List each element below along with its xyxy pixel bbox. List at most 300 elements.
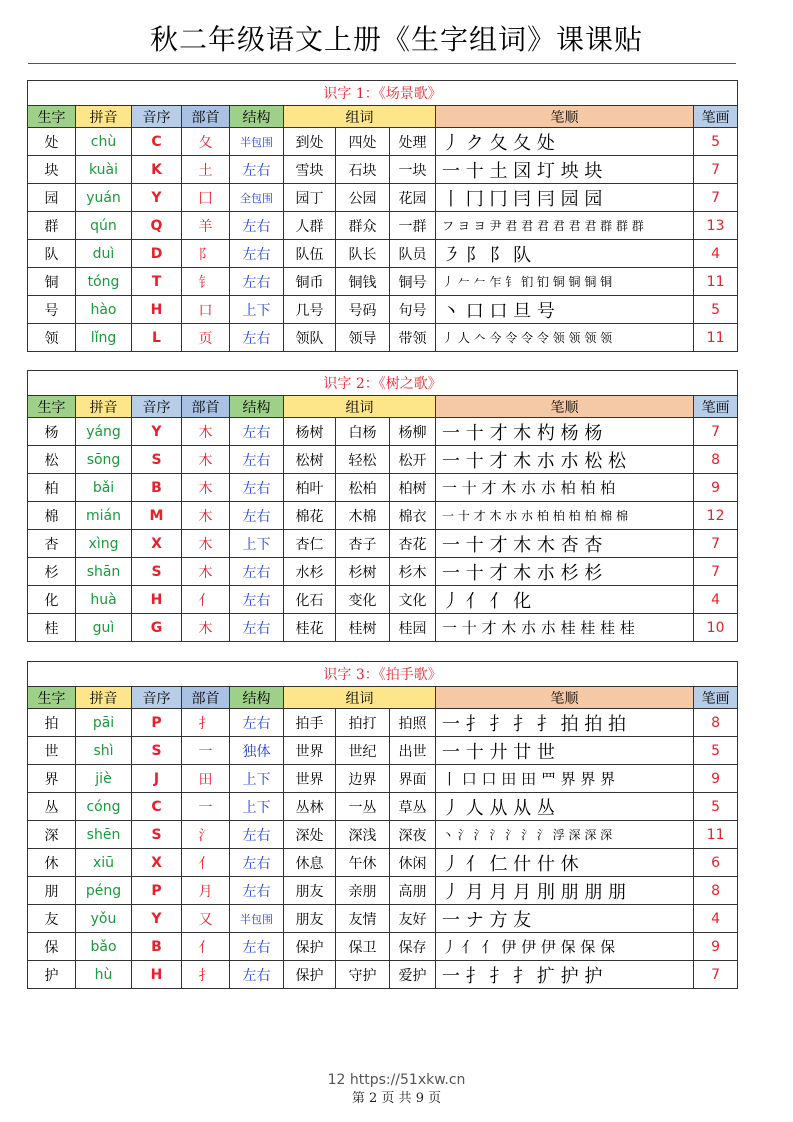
- stroke-count: 9: [694, 765, 738, 793]
- radical: 木: [182, 502, 230, 530]
- radical: 木: [182, 418, 230, 446]
- phonetic-order: H: [132, 961, 182, 989]
- character: 友: [28, 905, 76, 933]
- character: 杏: [28, 530, 76, 558]
- structure: 上下: [230, 793, 284, 821]
- stroke-count: 11: [694, 324, 738, 352]
- pinyin: yáng: [76, 418, 132, 446]
- phonetic-order: M: [132, 502, 182, 530]
- character: 领: [28, 324, 76, 352]
- stroke-count: 7: [694, 156, 738, 184]
- stroke-order: 丿 人 从 从 丛: [436, 793, 694, 821]
- header-pinyin: 拼音: [76, 106, 132, 128]
- table-row: [28, 558, 738, 586]
- structure: 左右: [230, 502, 284, 530]
- word-2: 轻松: [336, 446, 390, 474]
- stroke-order: 一 十 才 木 朩 朩 柏 柏 柏 柏 棉 棉: [436, 502, 694, 530]
- character-table: [27, 661, 738, 989]
- radical: 田: [182, 765, 230, 793]
- phonetic-order: K: [132, 156, 182, 184]
- stroke-count: 12: [694, 502, 738, 530]
- word-3: 花园: [390, 184, 436, 212]
- word-1: 队伍: [284, 240, 336, 268]
- word-3: 杨柳: [390, 418, 436, 446]
- stroke-order: 丿 亻 亻 化: [436, 586, 694, 614]
- word-3: 休闲: [390, 849, 436, 877]
- character-table: [27, 80, 738, 352]
- table-row: [28, 446, 738, 474]
- phonetic-order: X: [132, 530, 182, 558]
- stroke-order: 丿 ク 夂 夂 处: [436, 128, 694, 156]
- stroke-order: 一 十 才 木 朩 朩 桂 桂 桂 桂: [436, 614, 694, 642]
- header-structure: 结构: [230, 396, 284, 418]
- phonetic-order: P: [132, 709, 182, 737]
- header-strokes: 笔顺: [436, 106, 694, 128]
- pinyin: huà: [76, 586, 132, 614]
- structure: 半包围: [230, 128, 284, 156]
- structure: 左右: [230, 268, 284, 296]
- word-1: 拍手: [284, 709, 336, 737]
- radical: 囗: [182, 184, 230, 212]
- header-count: 笔画: [694, 687, 738, 709]
- character: 处: [28, 128, 76, 156]
- pinyin: bǎi: [76, 474, 132, 502]
- stroke-count: 9: [694, 933, 738, 961]
- header-strokes: 笔顺: [436, 396, 694, 418]
- table-row: [28, 296, 738, 324]
- word-3: 高朋: [390, 877, 436, 905]
- stroke-count: 8: [694, 709, 738, 737]
- stroke-count: 8: [694, 877, 738, 905]
- table-row: [28, 793, 738, 821]
- stroke-count: 7: [694, 184, 738, 212]
- structure: 左右: [230, 614, 284, 642]
- table-row: [28, 849, 738, 877]
- phonetic-order: H: [132, 296, 182, 324]
- phonetic-order: S: [132, 821, 182, 849]
- phonetic-order: Q: [132, 212, 182, 240]
- radical: 又: [182, 905, 230, 933]
- table-row: [28, 614, 738, 642]
- word-2: 午休: [336, 849, 390, 877]
- structure: 左右: [230, 849, 284, 877]
- table-row: [28, 765, 738, 793]
- pinyin: shì: [76, 737, 132, 765]
- word-2: 杏子: [336, 530, 390, 558]
- header-count: 笔画: [694, 396, 738, 418]
- pinyin: xìng: [76, 530, 132, 558]
- word-1: 领队: [284, 324, 336, 352]
- word-2: 群众: [336, 212, 390, 240]
- radical: 亻: [182, 586, 230, 614]
- character: 铜: [28, 268, 76, 296]
- character: 深: [28, 821, 76, 849]
- table-row: [28, 961, 738, 989]
- stroke-order: 一 扌 扌 扌 扌 拍 拍 拍: [436, 709, 694, 737]
- header-words: 组词: [284, 106, 436, 128]
- word-2: 铜钱: [336, 268, 390, 296]
- footer-url: 12 https://51xkw.cn: [327, 1072, 466, 1088]
- character: 化: [28, 586, 76, 614]
- structure: 左右: [230, 212, 284, 240]
- table-row: [28, 156, 738, 184]
- structure: 左右: [230, 821, 284, 849]
- stroke-order: 丨 口 口 田 田 罒 界 界 界: [436, 765, 694, 793]
- word-1: 化石: [284, 586, 336, 614]
- word-2: 拍打: [336, 709, 390, 737]
- character: 杨: [28, 418, 76, 446]
- page-title: 秋二年级语文上册《生字组词》课课贴: [149, 23, 643, 56]
- word-1: 园丁: [284, 184, 336, 212]
- character: 棉: [28, 502, 76, 530]
- header-pinyin: 拼音: [76, 687, 132, 709]
- pinyin: yuán: [76, 184, 132, 212]
- word-3: 松开: [390, 446, 436, 474]
- pinyin: pāi: [76, 709, 132, 737]
- table-row: [28, 474, 738, 502]
- table-row: [28, 933, 738, 961]
- structure: 左右: [230, 586, 284, 614]
- character: 松: [28, 446, 76, 474]
- word-3: 桂园: [390, 614, 436, 642]
- word-3: 保存: [390, 933, 436, 961]
- phonetic-order: S: [132, 737, 182, 765]
- phonetic-order: D: [132, 240, 182, 268]
- word-2: 领导: [336, 324, 390, 352]
- phonetic-order: S: [132, 446, 182, 474]
- pinyin: hào: [76, 296, 132, 324]
- word-3: 杏花: [390, 530, 436, 558]
- phonetic-order: G: [132, 614, 182, 642]
- stroke-order: 丶 氵 氵 氵 氵 氵 氵 浮 深 深 深: [436, 821, 694, 849]
- phonetic-order: J: [132, 765, 182, 793]
- word-2: 边界: [336, 765, 390, 793]
- character: 队: [28, 240, 76, 268]
- structure: 左右: [230, 877, 284, 905]
- phonetic-order: S: [132, 558, 182, 586]
- header-strokes: 笔顺: [436, 687, 694, 709]
- stroke-order: 丿 亻 仁 什 什 休: [436, 849, 694, 877]
- radical: 亻: [182, 933, 230, 961]
- pinyin: péng: [76, 877, 132, 905]
- radical: 页: [182, 324, 230, 352]
- word-3: 爱护: [390, 961, 436, 989]
- phonetic-order: Y: [132, 184, 182, 212]
- stroke-order: 丿 亻 亻 伊 伊 伊 保 保 保: [436, 933, 694, 961]
- header-order: 音序: [132, 687, 182, 709]
- structure: 左右: [230, 446, 284, 474]
- stroke-order: 一 十 才 木 朩 朩 松 松: [436, 446, 694, 474]
- word-1: 朋友: [284, 905, 336, 933]
- stroke-count: 4: [694, 586, 738, 614]
- word-1: 人群: [284, 212, 336, 240]
- word-3: 柏树: [390, 474, 436, 502]
- word-3: 一群: [390, 212, 436, 240]
- header-char: 生字: [28, 687, 76, 709]
- stroke-order: 一 扌 扌 扌 扩 护 护: [436, 961, 694, 989]
- stroke-order: 丶 口 口 旦 号: [436, 296, 694, 324]
- phonetic-order: C: [132, 128, 182, 156]
- phonetic-order: H: [132, 586, 182, 614]
- table-row: [28, 821, 738, 849]
- header-radical: 部首: [182, 396, 230, 418]
- word-1: 铜币: [284, 268, 336, 296]
- header-radical: 部首: [182, 687, 230, 709]
- word-1: 深处: [284, 821, 336, 849]
- phonetic-order: C: [132, 793, 182, 821]
- word-1: 朋友: [284, 877, 336, 905]
- stroke-count: 13: [694, 212, 738, 240]
- radical: 土: [182, 156, 230, 184]
- table-row: [28, 586, 738, 614]
- word-3: 铜号: [390, 268, 436, 296]
- word-2: 四处: [336, 128, 390, 156]
- word-3: 界面: [390, 765, 436, 793]
- word-3: 棉衣: [390, 502, 436, 530]
- table-row: [28, 737, 738, 765]
- pinyin: cóng: [76, 793, 132, 821]
- word-3: 处理: [390, 128, 436, 156]
- phonetic-order: L: [132, 324, 182, 352]
- structure: 左右: [230, 709, 284, 737]
- character: 世: [28, 737, 76, 765]
- stroke-order: 丿 月 月 月 刖 朋 朋 朋: [436, 877, 694, 905]
- word-3: 友好: [390, 905, 436, 933]
- word-2: 松柏: [336, 474, 390, 502]
- stroke-count: 11: [694, 268, 738, 296]
- radical: 木: [182, 558, 230, 586]
- header-order: 音序: [132, 106, 182, 128]
- word-1: 桂花: [284, 614, 336, 642]
- word-1: 到处: [284, 128, 336, 156]
- word-3: 拍照: [390, 709, 436, 737]
- phonetic-order: X: [132, 849, 182, 877]
- character: 界: [28, 765, 76, 793]
- word-1: 几号: [284, 296, 336, 324]
- stroke-count: 7: [694, 418, 738, 446]
- structure: 左右: [230, 156, 284, 184]
- header-words: 组词: [284, 687, 436, 709]
- header-char: 生字: [28, 106, 76, 128]
- radical: 羊: [182, 212, 230, 240]
- word-1: 柏叶: [284, 474, 336, 502]
- word-3: 句号: [390, 296, 436, 324]
- stroke-count: 11: [694, 821, 738, 849]
- stroke-order: 一 十 才 木 朩 杉 杉: [436, 558, 694, 586]
- stroke-count: 7: [694, 961, 738, 989]
- structure: 左右: [230, 324, 284, 352]
- word-3: 杉木: [390, 558, 436, 586]
- header-char: 生字: [28, 396, 76, 418]
- stroke-count: 7: [694, 558, 738, 586]
- stroke-count: 5: [694, 737, 738, 765]
- character: 号: [28, 296, 76, 324]
- pinyin: mián: [76, 502, 132, 530]
- radical: 木: [182, 614, 230, 642]
- header-structure: 结构: [230, 687, 284, 709]
- word-2: 石块: [336, 156, 390, 184]
- structure: 左右: [230, 240, 284, 268]
- word-1: 雪块: [284, 156, 336, 184]
- radical: 口: [182, 296, 230, 324]
- radical: 钅: [182, 268, 230, 296]
- character: 休: [28, 849, 76, 877]
- stroke-order: フ ヨ ヨ 尹 君 君 君 君 君 君 群 群 群: [436, 212, 694, 240]
- table-row: [28, 128, 738, 156]
- title-divider: [28, 63, 736, 64]
- character: 丛: [28, 793, 76, 821]
- header-order: 音序: [132, 396, 182, 418]
- word-1: 丛林: [284, 793, 336, 821]
- structure: 半包围: [230, 905, 284, 933]
- stroke-count: 8: [694, 446, 738, 474]
- table-row: [28, 418, 738, 446]
- word-3: 草丛: [390, 793, 436, 821]
- table-row: [28, 212, 738, 240]
- table-row: [28, 877, 738, 905]
- table-row: [28, 240, 738, 268]
- structure: 左右: [230, 474, 284, 502]
- radical: 一: [182, 737, 230, 765]
- table-row: [28, 184, 738, 212]
- word-3: 深夜: [390, 821, 436, 849]
- word-1: 松树: [284, 446, 336, 474]
- structure: 独体: [230, 737, 284, 765]
- word-2: 白杨: [336, 418, 390, 446]
- word-2: 号码: [336, 296, 390, 324]
- structure: 左右: [230, 961, 284, 989]
- word-1: 休息: [284, 849, 336, 877]
- stroke-count: 7: [694, 530, 738, 558]
- radical: 木: [182, 446, 230, 474]
- lesson-section-1: [27, 80, 737, 352]
- pinyin: duì: [76, 240, 132, 268]
- phonetic-order: P: [132, 877, 182, 905]
- phonetic-order: T: [132, 268, 182, 296]
- table-row: [28, 324, 738, 352]
- pinyin: xiū: [76, 849, 132, 877]
- structure: 左右: [230, 558, 284, 586]
- word-2: 队长: [336, 240, 390, 268]
- structure: 左右: [230, 418, 284, 446]
- phonetic-order: Y: [132, 905, 182, 933]
- character: 护: [28, 961, 76, 989]
- header-count: 笔画: [694, 106, 738, 128]
- word-3: 一块: [390, 156, 436, 184]
- lesson-section-3: [27, 661, 737, 989]
- stroke-count: 6: [694, 849, 738, 877]
- word-1: 杨树: [284, 418, 336, 446]
- character: 拍: [28, 709, 76, 737]
- radical: 月: [182, 877, 230, 905]
- radical: 扌: [182, 961, 230, 989]
- character: 保: [28, 933, 76, 961]
- phonetic-order: B: [132, 933, 182, 961]
- radical: 氵: [182, 821, 230, 849]
- table-row: [28, 530, 738, 558]
- character-table: [27, 370, 738, 642]
- pinyin: guì: [76, 614, 132, 642]
- character: 园: [28, 184, 76, 212]
- stroke-order: 一 十 才 木 杓 杨 杨: [436, 418, 694, 446]
- word-1: 保护: [284, 961, 336, 989]
- structure: 上下: [230, 530, 284, 558]
- character: 块: [28, 156, 76, 184]
- stroke-order: 一 十 土 㘝 圢 坱 块: [436, 156, 694, 184]
- word-2: 一丛: [336, 793, 390, 821]
- word-1: 保护: [284, 933, 336, 961]
- phonetic-order: B: [132, 474, 182, 502]
- header-radical: 部首: [182, 106, 230, 128]
- header-pinyin: 拼音: [76, 396, 132, 418]
- word-3: 带领: [390, 324, 436, 352]
- structure: 上下: [230, 765, 284, 793]
- word-2: 杉树: [336, 558, 390, 586]
- pinyin: tóng: [76, 268, 132, 296]
- word-3: 文化: [390, 586, 436, 614]
- word-2: 保卫: [336, 933, 390, 961]
- pinyin: hù: [76, 961, 132, 989]
- header-words: 组词: [284, 396, 436, 418]
- pinyin: sōng: [76, 446, 132, 474]
- pinyin: qún: [76, 212, 132, 240]
- stroke-order: 一 ナ 方 友: [436, 905, 694, 933]
- word-2: 友情: [336, 905, 390, 933]
- pinyin: shān: [76, 558, 132, 586]
- stroke-order: 一 十 廾 廿 世: [436, 737, 694, 765]
- word-3: 出世: [390, 737, 436, 765]
- radical: 木: [182, 474, 230, 502]
- radical: 一: [182, 793, 230, 821]
- stroke-order: 丿 人 𠆢 今 令 令 令 领 领 领 领: [436, 324, 694, 352]
- stroke-count: 10: [694, 614, 738, 642]
- word-1: 杏仁: [284, 530, 336, 558]
- section-title: 识字 2：《树之歌》: [28, 371, 738, 396]
- word-1: 世界: [284, 737, 336, 765]
- word-2: 桂树: [336, 614, 390, 642]
- structure: 左右: [230, 933, 284, 961]
- word-2: 木棉: [336, 502, 390, 530]
- pinyin: jiè: [76, 765, 132, 793]
- section-title: 识字 3：《拍手歌》: [28, 662, 738, 687]
- footer-page-number: 第 2 页 共 9 页: [351, 1091, 442, 1106]
- pinyin: lǐng: [76, 324, 132, 352]
- table-row: [28, 905, 738, 933]
- pinyin: bǎo: [76, 933, 132, 961]
- phonetic-order: Y: [132, 418, 182, 446]
- stroke-count: 4: [694, 240, 738, 268]
- word-2: 守护: [336, 961, 390, 989]
- pinyin: shēn: [76, 821, 132, 849]
- radical: 扌: [182, 709, 230, 737]
- character: 杉: [28, 558, 76, 586]
- radical: 阝: [182, 240, 230, 268]
- word-1: 棉花: [284, 502, 336, 530]
- header-structure: 结构: [230, 106, 284, 128]
- stroke-count: 9: [694, 474, 738, 502]
- lesson-section-2: [27, 370, 737, 642]
- word-3: 队员: [390, 240, 436, 268]
- word-1: 水杉: [284, 558, 336, 586]
- stroke-order: 丿 𠂉 𠂉 乍 钅 钔 钔 铜 铜 铜 铜: [436, 268, 694, 296]
- stroke-count: 5: [694, 793, 738, 821]
- table-row: [28, 268, 738, 296]
- word-2: 深浅: [336, 821, 390, 849]
- word-2: 变化: [336, 586, 390, 614]
- radical: 夂: [182, 128, 230, 156]
- stroke-count: 5: [694, 128, 738, 156]
- character: 朋: [28, 877, 76, 905]
